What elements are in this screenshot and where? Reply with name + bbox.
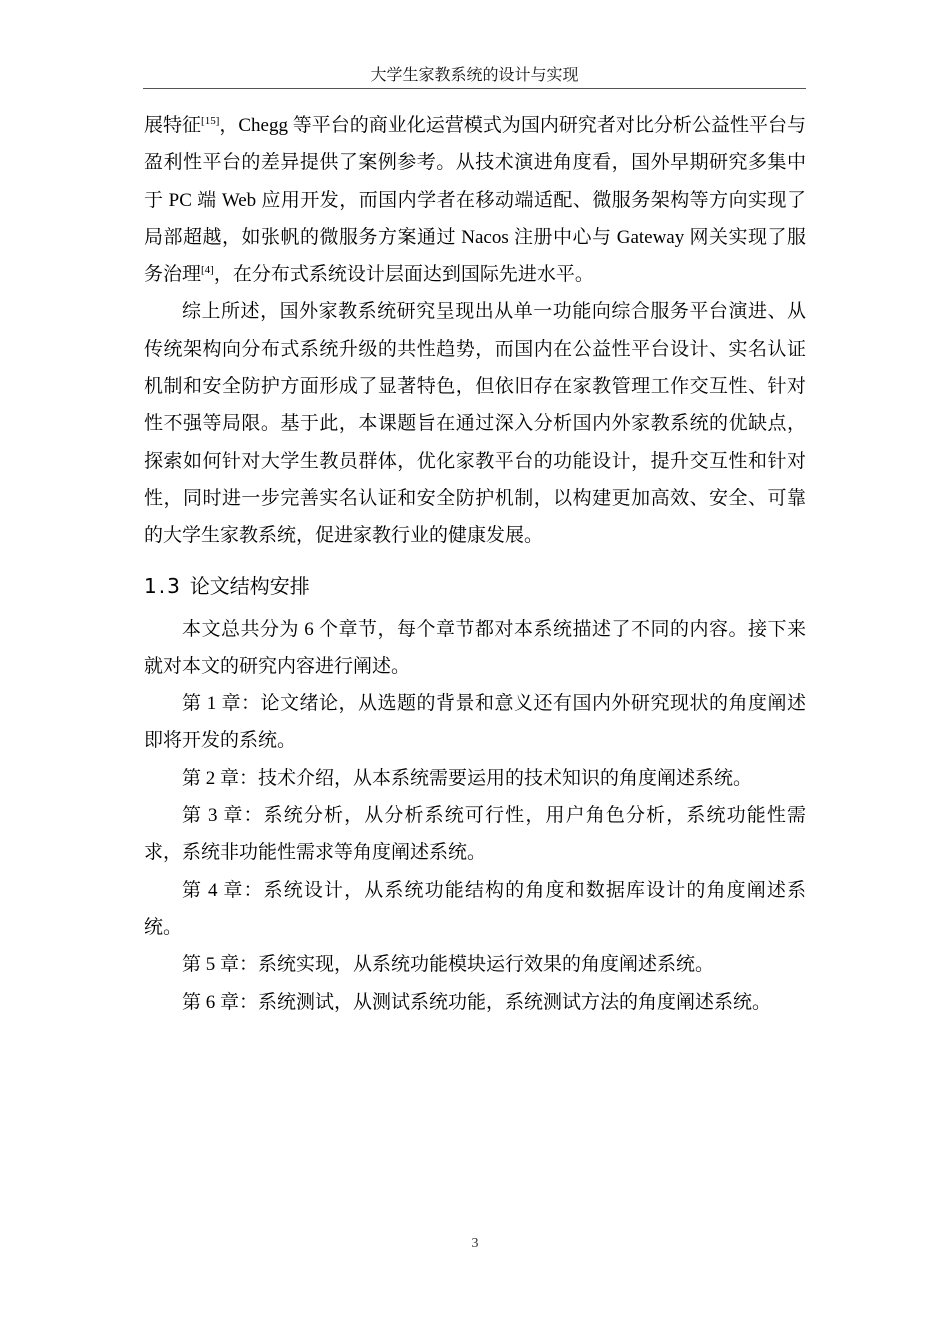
section-heading [144, 555, 806, 611]
section-intro: 本文总共分为 6 个章节，每个章节都对本系统描述了不同的内容。接下来就对本文的研究内容进行阐述。 [144, 618, 806, 677]
paragraph-summary: 综上所述，国外家教系统研究呈现出从单一功能向综合服务平台演进、从传统架构向分布式系统升级的共性趋势，而国内在公益性平台设计、实名认证机制和安全防护方面形成了显著特色，但依旧存在家教管理工作交互性、针对性不强等局限。基于此，本课题旨在通过深入分析国内外家教系统的优缺点，探索如何针对大学生教员群体，优化家教平台的功能设计，提升交互性和针对性，同时进一步完善实名认证和安全防护机制，以构建更加高效、安全、可靠的大学生家教系统，促进家教行业的健康发展。 [144, 301, 806, 547]
running-header: 大学生家教系统的设计与实现 [370, 67, 579, 84]
chapter-item-4: 第 4 章：系统设计，从系统功能结构的角度和数据库设计的角度阐述系统。 [144, 879, 806, 938]
text-run: 展特征 [144, 115, 202, 136]
page-body [144, 107, 806, 1021]
header-rule [143, 88, 806, 89]
citation: [15] [201, 115, 220, 127]
chapter-item-2: 第 2 章：技术介绍，从本系统需要运用的技术知识的角度阐述系统。 [182, 767, 753, 789]
chapter-item-5: 第 5 章：系统实现，从系统功能模块运行效果的角度阐述系统。 [182, 954, 715, 976]
citation: [4] [201, 264, 214, 277]
chapter-item-1: 第 1 章：论文绪论，从选题的背景和意义还有国内外研究现状的角度阐述即将开发的系统。 [144, 693, 806, 752]
chapter-item-3: 第 3 章：系统分析，从分析系统可行性，用户角色分析，系统功能性需求，系统非功能性需求等角度阐述系统。 [144, 805, 806, 864]
section-title: 论文结构安排 [189, 573, 310, 598]
chapter-item-6: 第 6 章：系统测试，从测试系统功能，系统测试方法的角度阐述系统。 [182, 991, 772, 1013]
section-number: 1.3 [144, 573, 182, 598]
text-run: ，Chegg 等平台的商业化运营模式为国内研究者对比分析公益性平台与盈利性平台的差异提供了案例参考。从技术演进角度看，国外早期研究多集中于 PC 端 Web 应用开发，而国内学者在移动端适配、微服务架构等方向实现了局部超越，如张帆的微服务方案通过 Nacos 注册中心与 Gateway 网关实现了服务治理 [144, 115, 806, 286]
page-number: 3 [471, 1236, 479, 1251]
paragraph-continued [144, 107, 806, 293]
text-run: ，在分布式系统设计层面达到国际先进水平。 [213, 264, 594, 286]
